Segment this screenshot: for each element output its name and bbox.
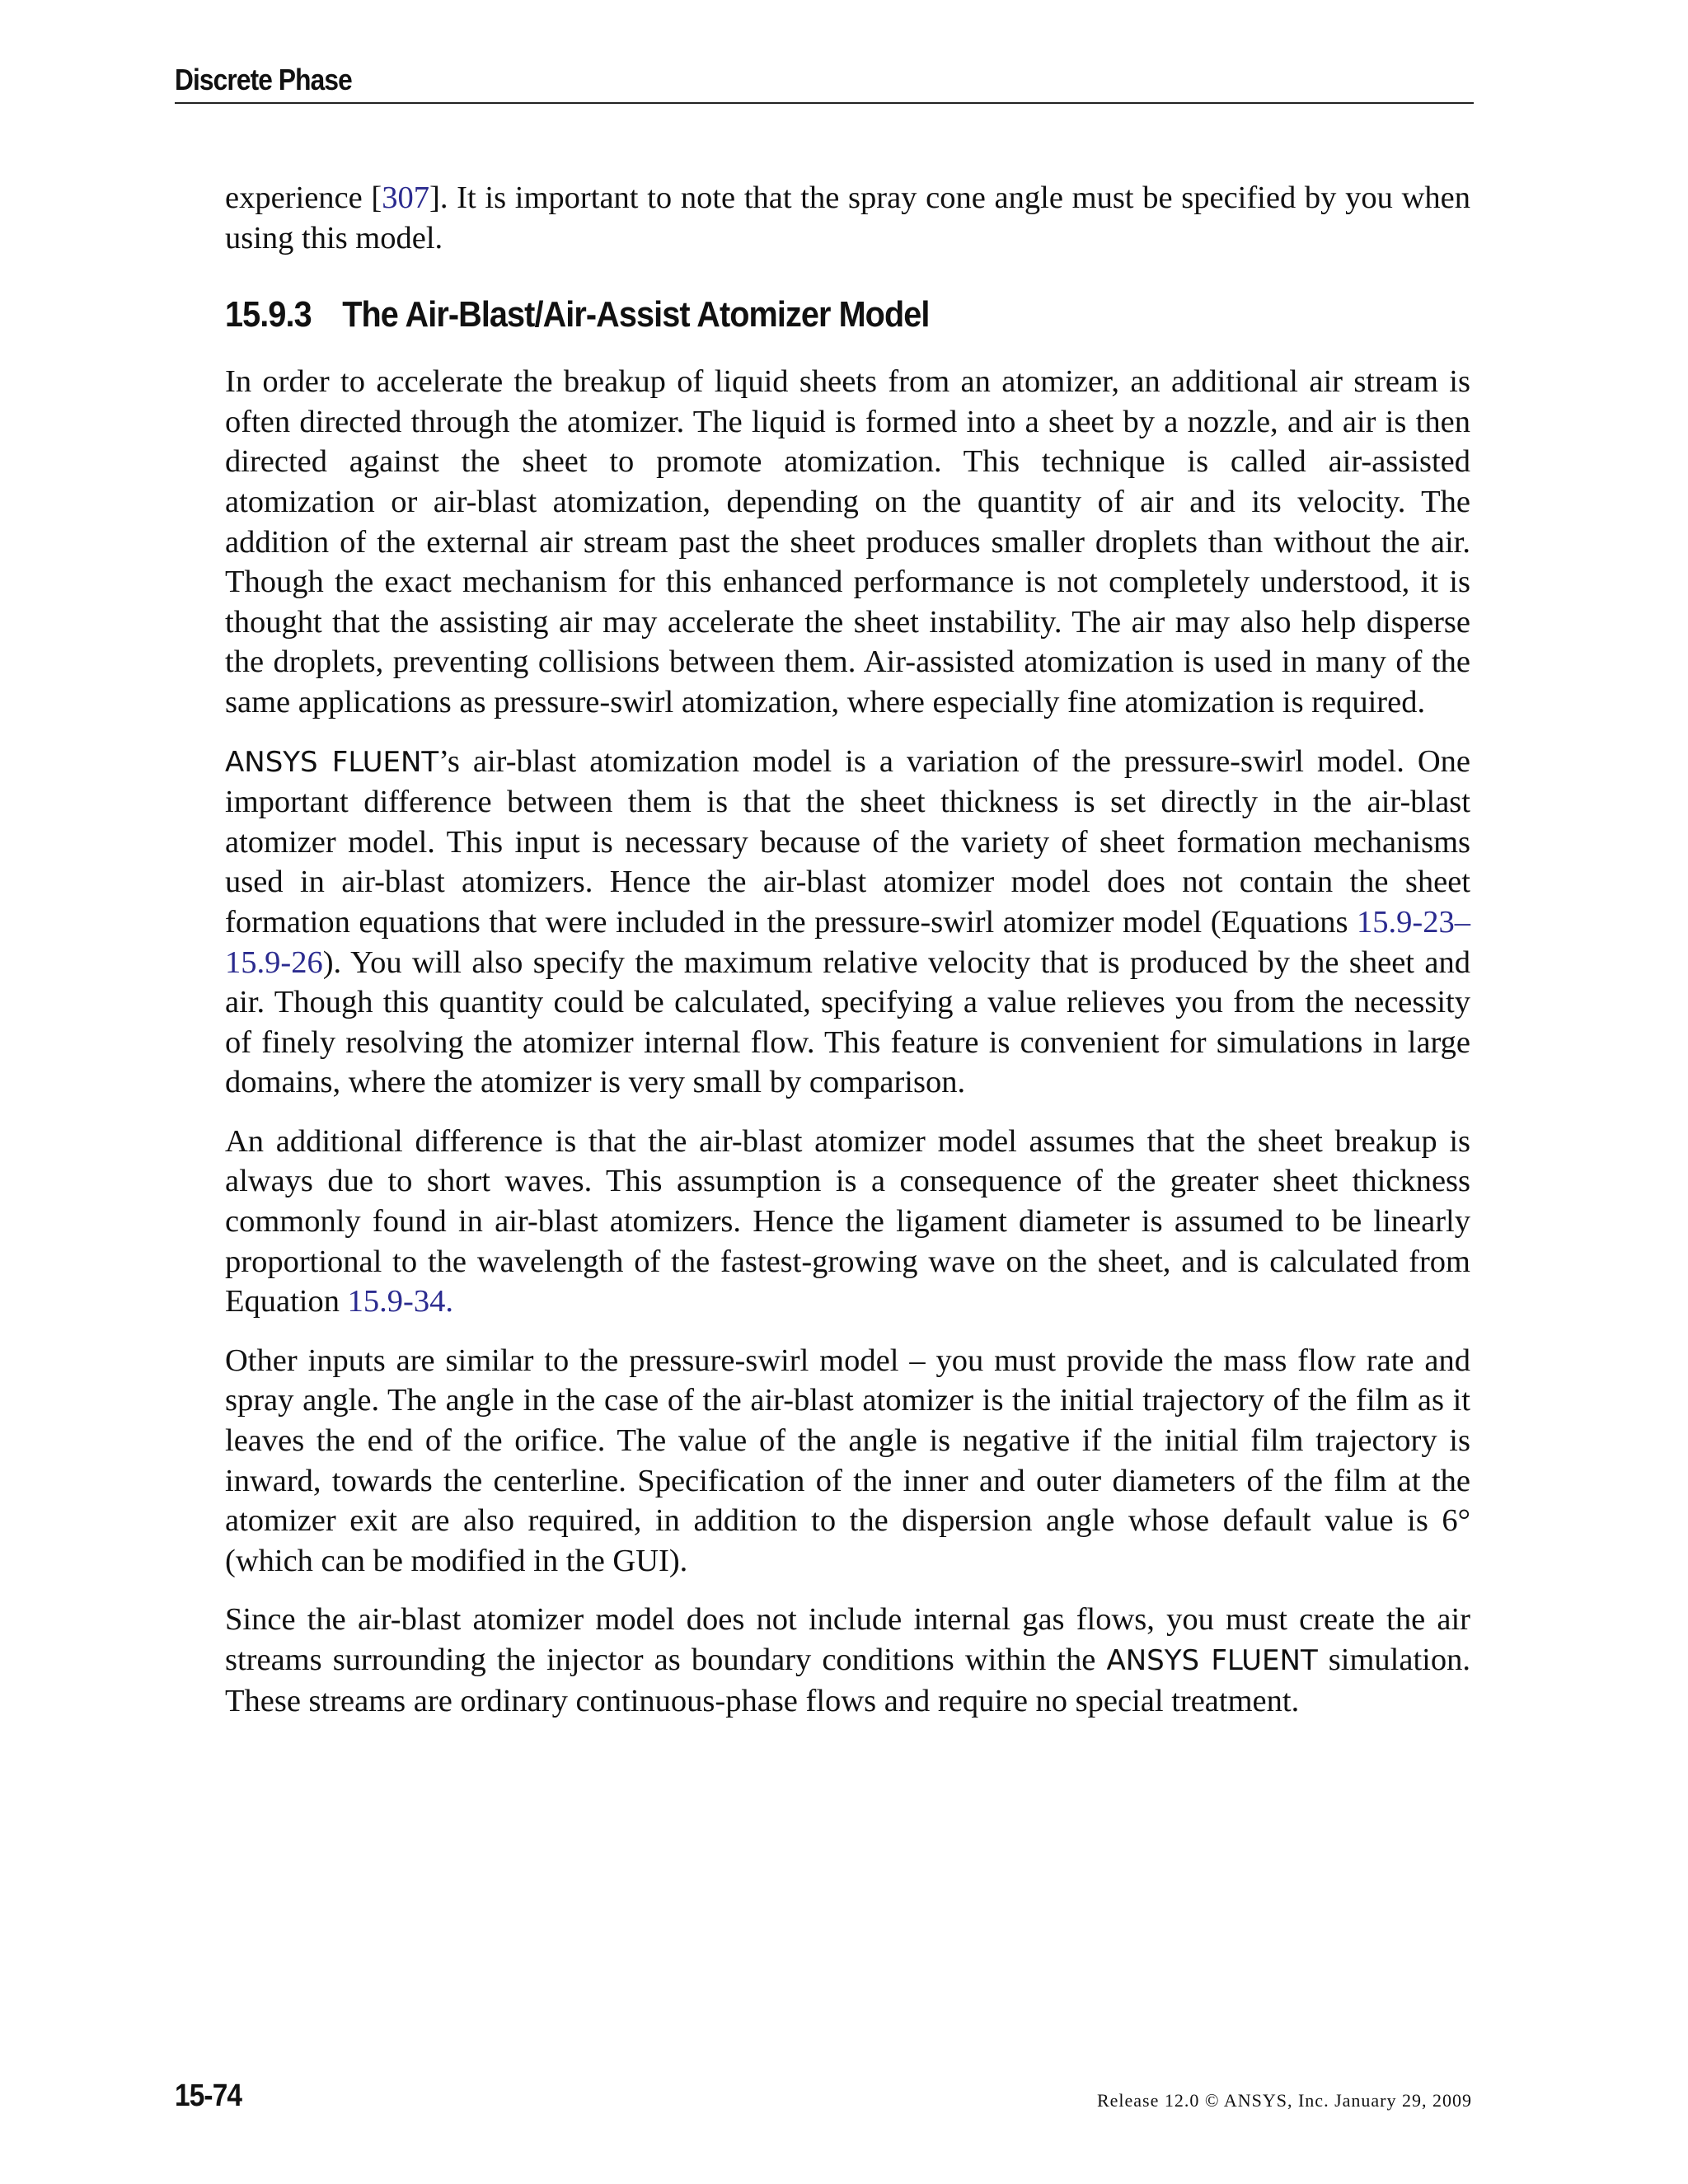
paragraph-2 (225, 742, 1470, 1103)
section-number: 15.9.3 (225, 294, 312, 335)
paragraph-3-text-2: . (445, 1284, 453, 1319)
equation-link-15-9-26[interactable]: 15.9-26 (225, 944, 323, 980)
paragraph-intro-text-1: experience [ (225, 180, 382, 215)
equation-link-15-9-34[interactable]: 15.9-34 (347, 1284, 446, 1319)
page-content (225, 178, 1470, 1740)
paragraph-1: In order to accelerate the breakup of liquid sheets from an atomizer, an additional air stream is often directed through the atomizer. The liquid is formed into a sheet by a nozzle, and air is then directed against the sheet to promote atomization. This technique is called air-assisted atomization or air-blast atomization, depending on the quantity of air and its velocity. The addition of the external air stream past the sheet produces smaller droplets than without the air. Though the exact mechanism for this enhanced performance is not completely understood, it is thought that the assisting air may accelerate the sheet instability. The air may also help disperse the droplets, preventing collisions between them. Air-assisted atomization is used in many of the same applications as pressure-swirl atomization, where especially fine atomization is required. (225, 364, 1470, 719)
paragraph-5-text-2: simulation. These streams are ordinary continuous-phase flows and require no special treatment. (225, 1643, 1470, 1718)
product-name: ANSYS FLUENT (225, 745, 439, 779)
paragraph-5-text-1: Since the air-blast atomizer model does not include internal gas flows, you must create the air streams surrounding the injector as boundary conditions within the (225, 1602, 1470, 1677)
running-head: Discrete Phase (175, 63, 352, 96)
equation-range-dash: – (1454, 904, 1470, 940)
citation-link-307[interactable]: 307 (382, 180, 429, 215)
paragraph-5 (225, 1600, 1470, 1721)
product-name: ANSYS FLUENT (1106, 1644, 1318, 1677)
section-title: The Air-Blast/Air-Assist Atomizer Model (342, 294, 930, 335)
paragraph-3 (225, 1122, 1470, 1322)
page-number: 15-74 (175, 2079, 242, 2113)
release-info: Release 12.0 © ANSYS, Inc. January 29, 2009 (1096, 2090, 1472, 2111)
section-heading (225, 293, 1346, 336)
paragraph-3-text-1: An additional difference is that the air-blast atomizer model assumes that the sheet breakup is always due to short waves. This assumption is a consequence of the greater sheet thickness commonly found in air-blast atomizers. Hence the ligament diameter is assumed to be linearly proportional to the wavelength of the fastest-growing wave on the sheet, and is calculated from Equation (225, 1123, 1470, 1319)
paragraph-intro-text-2: ]. It is important to note that the spray cone angle must be specified by you when using this model. (225, 180, 1471, 255)
equation-link-15-9-23[interactable]: 15.9-23 (1357, 904, 1455, 940)
paragraph-2-text-1: ’s air-blast atomization model is a variation of the pressure-swirl model. One important difference between them is that the sheet thickness is set directly in the air-blast atomizer model. This input is necessary because of the variety of sheet formation mechanisms used in air-blast atomizers. Hence the air-blast atomizer model does not contain the sheet formation equations that were included in the pressure-swirl atomizer model (Equations (225, 743, 1470, 940)
header-rule (175, 102, 1474, 104)
paragraph-intro (225, 178, 1470, 258)
paragraph-2-text-2: ). You will also specify the maximum relative velocity that is produced by the sheet and air. Though this quantity could be calculated, specifying a value relieves you from the necessity of finely resolving the atomizer internal flow. This feature is convenient for simulations in large domains, where the atomizer is very small by comparison. (225, 944, 1470, 1100)
paragraph-4: Other inputs are similar to the pressure-swirl model – you must provide the mass flow rate and spray angle. The angle in the case of the air-blast atomizer is the initial trajectory of the film as it leaves the end of the orifice. The value of the angle is negative if the initial film trajectory is inward, towards the centerline. Specification of the inner and outer diameters of the film at the atomizer exit are also required, in addition to the dispersion angle whose default value is 6° (which can be modified in the GUI). (225, 1343, 1470, 1578)
